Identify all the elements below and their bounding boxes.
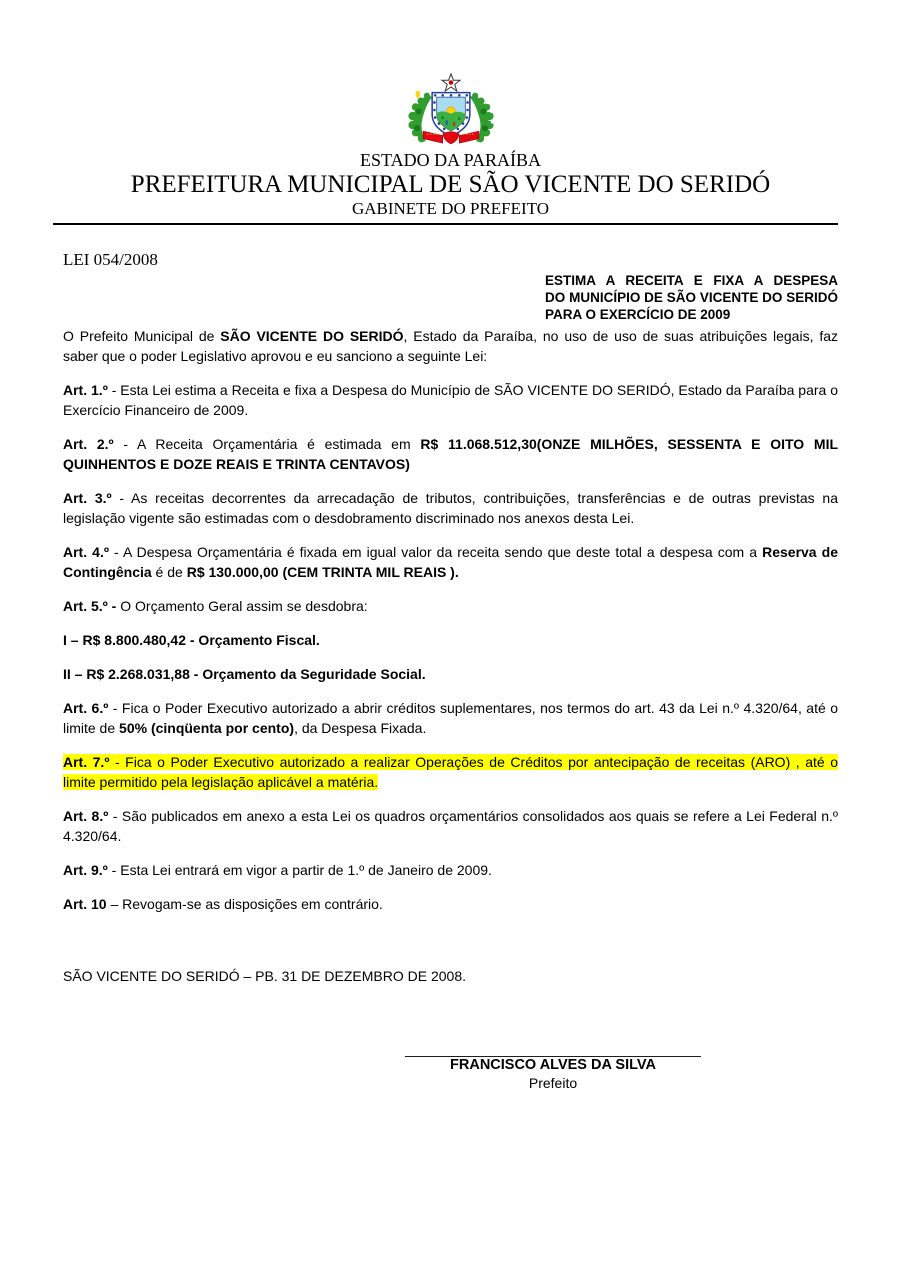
epigraph-line: PARA O EXERCÍCIO DE 2009 xyxy=(545,307,731,322)
signature-role: Prefeito xyxy=(528,1075,578,1091)
crest-ribbon xyxy=(423,131,479,144)
header-rule xyxy=(53,223,838,225)
paragraph-art-8: Art. 8.º - São publicados em anexo a esta Lei os quadros orçamentários consolidados aos quais se refere a Lei Federal n.º 4.320/64. xyxy=(63,808,838,844)
paragraph-item-1: I – R$ 8.800.480,42 - Orçamento Fiscal. xyxy=(63,632,320,648)
highlight-marker: Art. 7.º - Fica o Poder Executivo autorizado a realizar Operações de Créditos por antecipação de receitas (ARO) , até o limite permitido pela legislação aplicável a matéria. xyxy=(63,754,838,790)
header-state: ESTADO DA PARAÍBA xyxy=(360,150,541,170)
header-office: GABINETE DO PREFEITO xyxy=(351,199,550,218)
paragraph-art-3: Art. 3.º - As receitas decorrentes da arrecadação de tributos, contribuições, transferências e de outras previstas na legislação vigente são estimadas com o desdobramento discriminado nos anexos desta Lei. xyxy=(63,490,838,526)
dateline: SÃO VICENTE DO SERIDÓ – PB. 31 DE DEZEMBRO DE 2008. xyxy=(63,968,467,984)
paragraph-art-1: Art. 1.º - Esta Lei estima a Receita e fixa a Despesa do Município de SÃO VICENTE DO SERIDÓ, Estado da Paraíba para o Exercício Financeiro de 2009. xyxy=(63,382,838,418)
header-municipality: PREFEITURA MUNICIPAL DE SÃO VICENTE DO SERIDÓ xyxy=(130,171,771,198)
signature-line: ______________________________________ xyxy=(405,1041,701,1057)
signature-name: FRANCISCO ALVES DA SILVA xyxy=(450,1057,656,1073)
epigraph xyxy=(545,272,838,323)
epigraph-line: ESTIMA A RECEITA E FIXA A DESPESA xyxy=(545,273,838,288)
paragraph-art-7 xyxy=(63,752,838,792)
paragraph-art-5: Art. 5.º - O Orçamento Geral assim se desdobra: xyxy=(63,598,368,614)
law-number: LEI 054/2008 xyxy=(63,250,158,269)
paragraph-art-4: Art. 4.º - A Despesa Orçamentária é fixada em igual valor da receita sendo que deste total a despesa com a Reserva de Contingência é de R$ 130.000,00 (CEM TRINTA MIL REAIS ). xyxy=(63,544,838,580)
crest-star xyxy=(441,74,459,91)
epigraph-line: DO MUNICÍPIO DE SÃO VICENTE DO SERIDÓ xyxy=(545,290,838,305)
paragraph-art-10: Art. 10 – Revogam-se as disposições em contrário. xyxy=(63,896,383,912)
paragraph-art-2: Art. 2.º - A Receita Orçamentária é estimada em R$ 11.068.512,30(ONZE MILHÕES, SESSENTA E OITO MIL QUINHENTOS E DOZE REAIS E TRINTA CENTAVOS) xyxy=(63,436,839,472)
paragraph-art-9: Art. 9.º - Esta Lei entrará em vigor a partir de 1.º de Janeiro de 2009. xyxy=(63,862,492,878)
paragraph-art-6: Art. 6.º - Fica o Poder Executivo autorizado a abrir créditos suplementares, nos termos do art. 43 da Lei n.º 4.320/64, até o limite de 50% (cinqüenta por cento), da Despesa Fixada. xyxy=(63,700,839,736)
paragraph-item-2: II – R$ 2.268.031,88 - Orçamento da Seguridade Social. xyxy=(63,666,426,682)
signature-block xyxy=(403,1042,703,1092)
crest-shield xyxy=(432,93,470,137)
paragraph-intro: O Prefeito Municipal de SÃO VICENTE DO SERIDÓ, Estado da Paraíba, no uso de uso de suas atribuições legais, faz saber que o poder Legislativo aprovou e eu sanciono a seguinte Lei: xyxy=(63,328,839,364)
paraiba-coat-of-arms-icon xyxy=(402,72,500,148)
document-body xyxy=(63,326,838,914)
